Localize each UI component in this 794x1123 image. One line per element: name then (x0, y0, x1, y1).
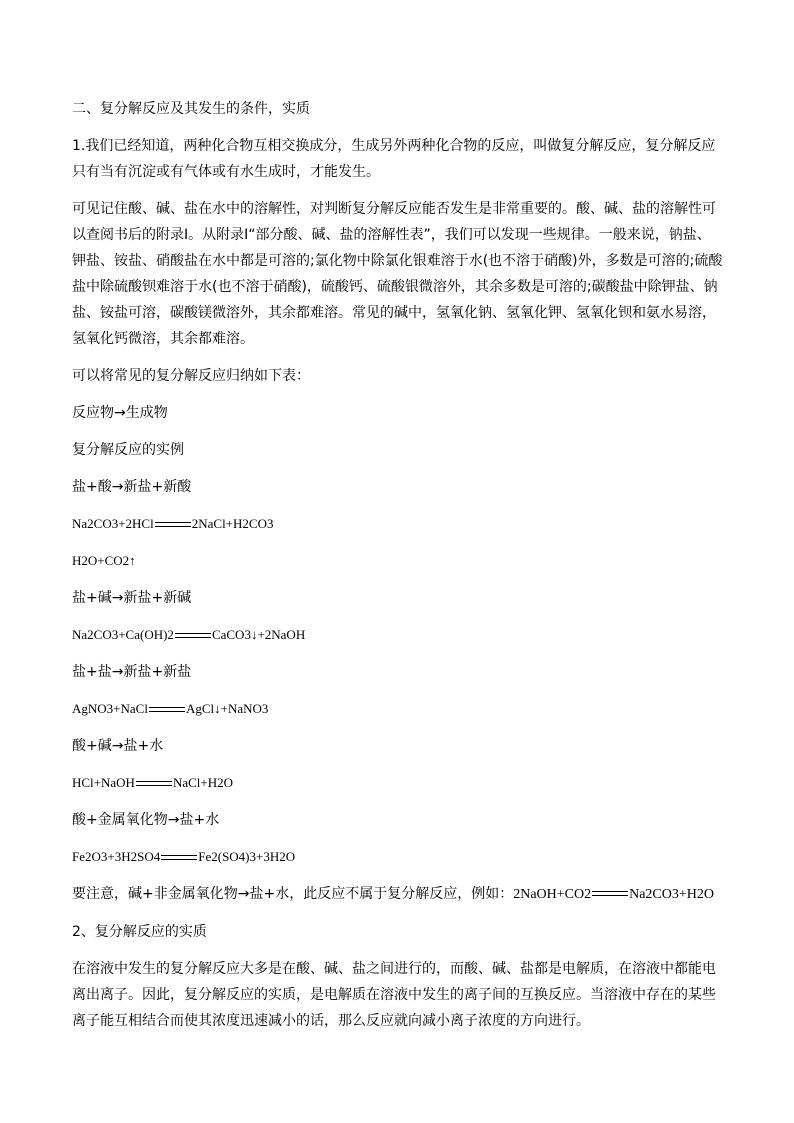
reaction-type-acid-base: 酸+碱→盐+水 (72, 738, 164, 754)
equation-right: AgCl↓+NaNO3 (185, 701, 269, 716)
equation-left: Na2CO3+2HCl (72, 516, 154, 531)
paragraph-table-intro: 可以将常见的复分解反应归纳如下表： (72, 368, 310, 384)
section-heading-2: 2、复分解反应的实质 (72, 924, 207, 940)
equation-salt-acid (72, 511, 724, 537)
equation-left: HCl+NaOH (72, 775, 135, 790)
equals-sign-icon (149, 707, 185, 712)
equation-right: Fe2(SO4)3+3H2O (198, 849, 296, 864)
equation-right: NaCl+H2O (172, 775, 233, 790)
paragraph-solubility: 可见记住酸、碱、盐在水中的溶解性，对判断复分解反应能否发生是非常重要的。酸、碱、盐的溶解性可以查阅书后的附录Ⅰ。从附录Ⅰ“部分酸、碱、盐的溶解性表”，我们可以发现一些规律。一般来说，钠盐、钾盐、铵盐、硝酸盐在水中都是可溶的;氯化物中除氯化银难溶于水(也不溶于硝酸)外，多数是可溶的;硫酸盐中除硫酸钡难溶于水(也不溶于硝酸)，硫酸钙、硫酸银微溶外，其余多数是可溶的;碳酸盐中除钾盐、钠盐、铵盐可溶，碳酸镁微溶外，其余都难溶。常见的碱中，氢氧化钠、氢氧化钾、氢氧化钡和氨水易溶，氢氧化钙微溶，其余都难溶。 (72, 201, 723, 347)
equation-right: 2NaCl+H2CO3 (191, 516, 274, 531)
reaction-type-salt-base: 盐+碱→新盐+新碱 (72, 590, 192, 606)
table-header: 反应物→生成物 (72, 405, 168, 421)
note-equation-left: 2NaOH+CO2 (513, 887, 592, 902)
equation-left: Na2CO3+Ca(OH)2 (72, 627, 174, 642)
equation-right: CaCO3↓+2NaOH (211, 627, 306, 642)
equation-decomposition: H2O+CO2↑ (72, 553, 136, 568)
note-paragraph (72, 881, 724, 908)
equation-left: AgNO3+NaCl (72, 701, 148, 716)
equals-sign-icon (175, 633, 211, 638)
reaction-type-acid-metal-oxide: 酸+金属氧化物→盐+水 (72, 812, 220, 828)
reaction-type-salt-acid: 盐+酸→新盐+新酸 (72, 479, 192, 495)
equation-acid-base (72, 770, 724, 796)
equation-salt-base (72, 622, 724, 648)
paragraph-definition: 1.我们已经知道，两种化合物互相交换成分，生成另外两种化合物的反应，叫做复分解反应，复分解反应只有当有沉淀或有气体或有水生成时，才能发生。 (72, 138, 716, 180)
section-heading: 二、复分解反应及其发生的条件，实质 (72, 101, 310, 117)
equation-left: Fe2O3+3H2SO4 (72, 849, 161, 864)
equation-acid-metal-oxide (72, 844, 724, 870)
equals-sign-icon (161, 855, 197, 860)
equals-sign-icon (592, 891, 628, 896)
table-subheader: 复分解反应的实例 (72, 442, 184, 458)
equals-sign-icon (155, 522, 191, 527)
equals-sign-icon (136, 781, 172, 786)
paragraph-essence: 在溶液中发生的复分解反应大多是在酸、碱、盐之间进行的，而酸、碱、盐都是电解质，在溶液中都能电离出离子。因此，复分解反应的实质，是电解质在溶液中发生的离子间的互换反应。当溶液中存在的某些离子能互相结合而使其浓度迅速减小的话，那么反应就向减小离子浓度的方向进行。 (72, 961, 716, 1029)
note-equation-right: Na2CO3+H2O (629, 887, 714, 902)
note-text: 要注意，碱+非金属氧化物→盐+水，此反应不属于复分解反应，例如： (72, 886, 514, 902)
reaction-type-salt-salt: 盐+盐→新盐+新盐 (72, 664, 192, 680)
document-page (72, 96, 724, 1034)
equation-salt-salt (72, 696, 724, 722)
